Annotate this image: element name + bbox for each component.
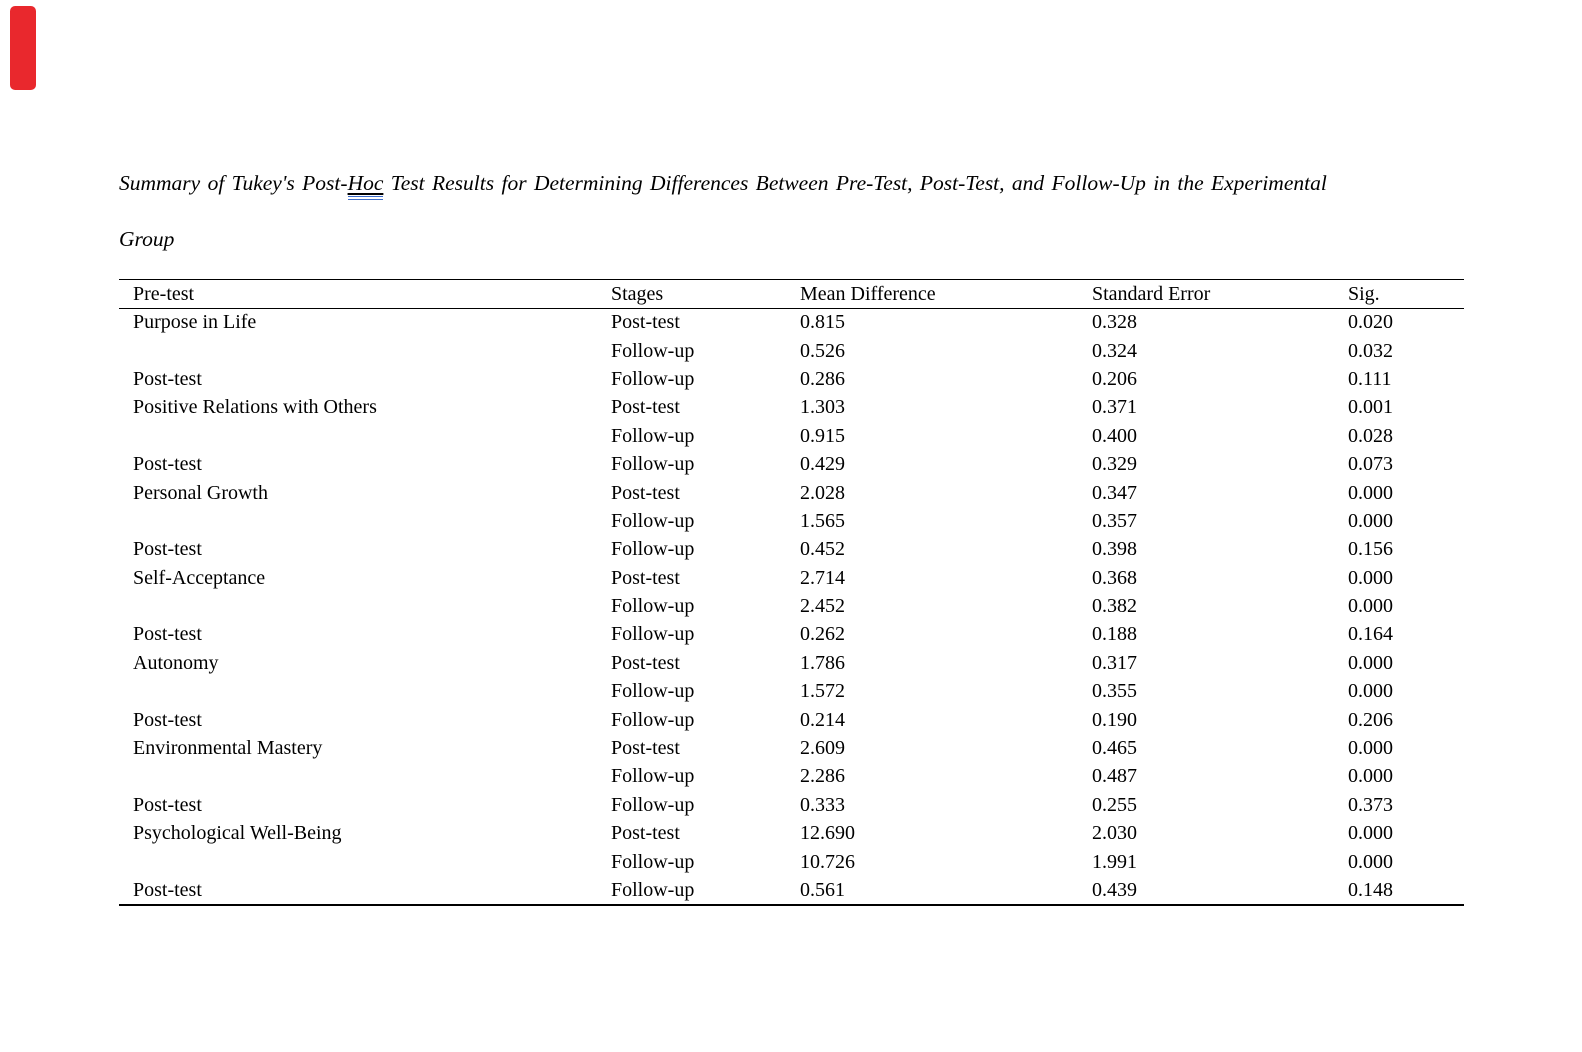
table-cell: 0.000: [1348, 737, 1393, 760]
table-row: [119, 450, 1464, 478]
table-row: [119, 820, 1464, 848]
table-cell: 1.786: [800, 651, 845, 674]
table-cell: 0.214: [800, 708, 845, 731]
table-row: [119, 337, 1464, 365]
table-cell: 0.188: [1092, 623, 1137, 646]
table-row: [119, 365, 1464, 393]
table-cell: 0.148: [1348, 878, 1393, 901]
table-cell: 0.373: [1348, 793, 1393, 816]
table-row: [119, 564, 1464, 592]
table-cell: 0.324: [1092, 339, 1137, 362]
table-cell: 0.073: [1348, 453, 1393, 476]
table-cell: 0.815: [800, 311, 845, 334]
table-cell: 0.000: [1348, 651, 1393, 674]
table-cell: 0.028: [1348, 424, 1393, 447]
table-cell: Follow-up: [611, 623, 695, 646]
table-cell: Post-test: [611, 396, 680, 419]
table-cell: Follow-up: [611, 453, 695, 476]
table-cell: 0.020: [1348, 311, 1393, 334]
table-cell: [119, 422, 611, 450]
table-row: [119, 791, 1464, 819]
table-cell: 0.368: [1092, 566, 1137, 589]
table-cell: 0.526: [800, 339, 845, 362]
table-row: [119, 309, 1464, 337]
table-row: [119, 848, 1464, 876]
table-cell: 2.609: [800, 737, 845, 760]
table-cell: 0.111: [1348, 367, 1392, 390]
red-highlight-marker: [10, 6, 36, 90]
caption-text-hoc-underlined: Hoc: [348, 171, 384, 200]
caption-text-post: Test Results for Determining Differences Between Pre-Test, Post-Test, and Follow-Up in the Experimental: [383, 171, 1327, 195]
table-row: [119, 734, 1464, 762]
table-cell: 0.347: [1092, 481, 1137, 504]
table-cell: 0.000: [1348, 765, 1393, 788]
table-cell: 1.572: [800, 680, 845, 703]
table-cell: Environmental Mastery: [133, 737, 323, 760]
table-cell: 0.439: [1092, 878, 1137, 901]
table-cell: Purpose in Life: [133, 311, 257, 334]
table-cell: Follow-up: [611, 708, 695, 731]
table-cell: 0.429: [800, 453, 845, 476]
table-cell: Post-test: [133, 793, 202, 816]
table-cell: 0.000: [1348, 822, 1393, 845]
table-row: [119, 678, 1464, 706]
table-cell: [119, 848, 611, 876]
table-cell: Post-test: [133, 367, 202, 390]
table-cell: 0.206: [1092, 367, 1137, 390]
table-cell: 0.000: [1348, 481, 1393, 504]
table-row: [119, 649, 1464, 677]
table-header-row: [119, 280, 1464, 309]
table-cell: Follow-up: [611, 595, 695, 618]
table-cell: 0.000: [1348, 680, 1393, 703]
table-cell: 0.000: [1348, 850, 1393, 873]
table-cell: Post-test: [133, 623, 202, 646]
table-cell: 0.465: [1092, 737, 1137, 760]
table-cell: 0.452: [800, 538, 845, 561]
table-cell: Post-test: [133, 453, 202, 476]
table-cell: 0.164: [1348, 623, 1393, 646]
table-row: [119, 536, 1464, 564]
table-row: [119, 422, 1464, 450]
table-cell: Follow-up: [611, 339, 695, 362]
column-header-standard-error: Standard Error: [1092, 280, 1348, 309]
table-cell: Follow-up: [611, 680, 695, 703]
table-cell: 0.915: [800, 424, 845, 447]
table-row: [119, 394, 1464, 422]
table-cell: Autonomy: [133, 651, 219, 674]
table-cell: 2.030: [1092, 822, 1137, 845]
table-cell: 0.400: [1092, 424, 1137, 447]
table-cell: 0.328: [1092, 311, 1137, 334]
table-cell: Post-test: [611, 822, 680, 845]
table-cell: Follow-up: [611, 765, 695, 788]
table-cell: 0.398: [1092, 538, 1137, 561]
table-cell: 0.561: [800, 878, 845, 901]
table-cell: 2.452: [800, 595, 845, 618]
results-table: [119, 279, 1464, 906]
table-cell: 0.333: [800, 793, 845, 816]
table-cell: 0.286: [800, 367, 845, 390]
table-cell: Post-test: [133, 708, 202, 731]
table-row: [119, 507, 1464, 535]
table-cell: 0.357: [1092, 509, 1137, 532]
table-cell: Follow-up: [611, 538, 695, 561]
table-cell: 0.032: [1348, 339, 1393, 362]
table-row: [119, 706, 1464, 734]
table-cell: Self-Acceptance: [133, 566, 266, 589]
table-cell: Follow-up: [611, 509, 695, 532]
table-cell: 1.565: [800, 509, 845, 532]
table-cell: 2.714: [800, 566, 845, 589]
table-cell: [119, 678, 611, 706]
table-cell: 0.206: [1348, 708, 1393, 731]
table-cell: Follow-up: [611, 850, 695, 873]
table-cell: 0.000: [1348, 595, 1393, 618]
table-cell: Post-test: [133, 878, 202, 901]
table-cell: Psychological Well-Being: [133, 822, 342, 845]
table-cell: Post-test: [611, 651, 680, 674]
table-row: [119, 479, 1464, 507]
table-cell: 0.262: [800, 623, 845, 646]
table-cell: 0.255: [1092, 793, 1137, 816]
table-cell: 0.156: [1348, 538, 1393, 561]
table-cell: 0.371: [1092, 396, 1137, 419]
table-cell: Follow-up: [611, 878, 695, 901]
table-cell: Post-test: [611, 481, 680, 504]
column-header-pretest: Pre-test: [119, 280, 611, 309]
table-cell: Post-test: [611, 566, 680, 589]
table-cell: 0.190: [1092, 708, 1137, 731]
table-cell: 1.303: [800, 396, 845, 419]
table-cell: 0.355: [1092, 680, 1137, 703]
table-row: [119, 592, 1464, 620]
table-cell: Post-test: [611, 311, 680, 334]
table-cell: 1.991: [1092, 850, 1137, 873]
table-cell: 0.317: [1092, 651, 1137, 674]
table-row: [119, 621, 1464, 649]
table-cell: Positive Relations with Others: [133, 396, 377, 419]
table-row: [119, 876, 1464, 904]
table-cell: [119, 507, 611, 535]
table-cell: 0.000: [1348, 509, 1393, 532]
table-cell: 2.286: [800, 765, 845, 788]
table-cell: [119, 592, 611, 620]
table-cell: Follow-up: [611, 424, 695, 447]
column-header-mean-difference: Mean Difference: [800, 280, 1092, 309]
table-cell: 0.487: [1092, 765, 1137, 788]
column-header-stages: Stages: [611, 280, 800, 309]
table-cell: 0.001: [1348, 396, 1393, 419]
table-cell: Follow-up: [611, 793, 695, 816]
table-cell: 0.000: [1348, 566, 1393, 589]
table-cell: Post-test: [611, 737, 680, 760]
table-cell: 12.690: [800, 822, 855, 845]
table-cell: 0.382: [1092, 595, 1137, 618]
column-header-sig: Sig.: [1348, 280, 1464, 309]
table-cell: 0.329: [1092, 453, 1137, 476]
table-cell: Personal Growth: [133, 481, 268, 504]
table-cell: Post-test: [133, 538, 202, 561]
table-cell: Follow-up: [611, 367, 695, 390]
table-cell: [119, 337, 611, 365]
table-cell: 10.726: [800, 850, 855, 873]
caption-text-pre: Summary of Tukey's Post-: [119, 171, 348, 195]
table-cell: [119, 763, 611, 791]
table-cell: 2.028: [800, 481, 845, 504]
table-row: [119, 763, 1464, 791]
table-caption-line1: [119, 173, 1464, 195]
table-caption-line2: Group: [119, 227, 175, 251]
